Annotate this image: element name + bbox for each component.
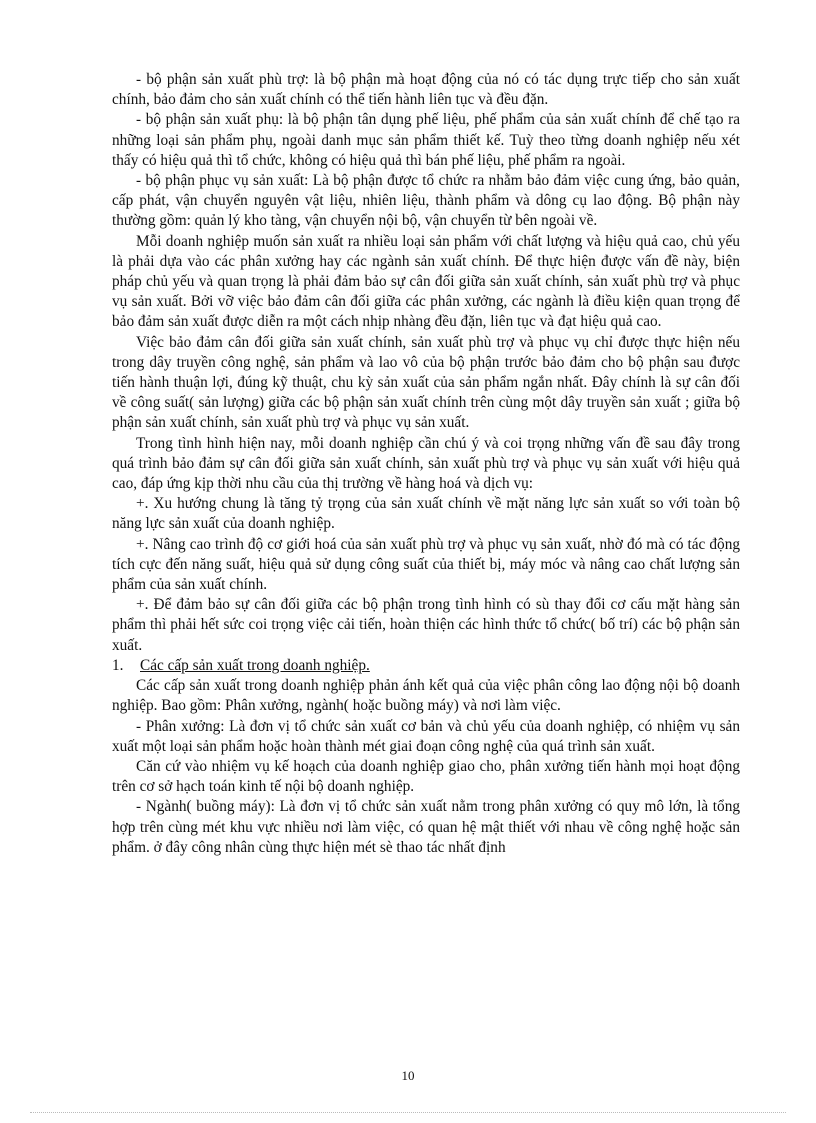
page-bottom-divider [30, 1112, 786, 1113]
section-number: 1. [112, 656, 124, 674]
paragraph: - Ngành( buồng máy): Là đơn vị tổ chức sản xuất nằm trong phân xưởng có quy mô lớn, là tổng hợp trên cùng mét khu vực nhiều nơi làm việc, có quan hệ mật thiết với nhau về công nghệ hoặc sản phẩm. ở đây công nhân cùng thực hiện mét sè thao tác nhất định [112, 798, 740, 856]
paragraph: +. Xu hướng chung là tăng tỷ trọng của sản xuất chính về mặt năng lực sản xuất so với toàn bộ năng lực sản xuất của doanh nghiệp. [112, 495, 740, 533]
paragraph: Trong tình hình hiện nay, mỗi doanh nghiệp cần chú ý và coi trọng những vấn đề sau đây trong quá trình bảo đảm sự cân đối giữa sản xuất chính, sản xuất phù trợ và phục vụ sản xuất với hiệu quả cao, đáp ứng kịp thời nhu cầu của thị trường về hàng hoá và dịch vụ: [112, 434, 740, 493]
paragraph: - bộ phận sản xuất phù trợ: là bộ phận mà hoạt động của nó có tác dụng trực tiếp cho sản xuất chính, bảo đảm cho sản xuất chính có thể tiến hành liên tục và đều đặn. [112, 71, 740, 109]
paragraph: - bộ phận phục vụ sản xuất: Là bộ phận được tổ chức ra nhằm bảo đảm việc cung ứng, bảo quản, cấp phát, vận chuyển nguyên vật liệu, nhiên liệu, thành phẩm và dông cụ lao động. Bộ phận này thường gồm: quản lý kho tàng, vận chuyển nội bộ, vận chuyển từ bên ngoài về. [112, 172, 740, 230]
paragraph: - bộ phận sản xuất phụ: là bộ phận tân dụng phế liệu, phế phẩm của sản xuất chính để chế tạo ra những loại sản phẩm phụ, ngoài danh mục sản phẩm thiết kế. Tuỳ theo từng doanh nghiệp nếu xét thấy có hiệu quả thì tổ chức, không có hiệu quả thì bán phế liệu, phế phẩm ra ngoài. [112, 111, 740, 169]
paragraph: +. Nâng cao trình độ cơ giới hoá của sản xuất phù trợ và phục vụ sản xuất, nhờ đó mà có tác động tích cực đến năng suất, hiệu quả sử dụng công suất của thiết bị, máy móc và nâng cao chất lượng sản phẩm của sản xuất chính. [112, 535, 740, 594]
page-number: 10 [401, 1068, 415, 1083]
paragraph: - Phân xưởng: Là đơn vị tổ chức sản xuất cơ bản và chủ yếu của doanh nghiệp, có nhiệm vụ sản xuất một loại sản phẩm hoặc hoàn thành mét giai đoạn công nghệ của quá trình sản xuất. [112, 717, 740, 755]
paragraph: Việc bảo đảm cân đối giữa sản xuất chính, sản xuất phù trợ và phục vụ chỉ được thực hiện nếu trong dây truyền công nghệ, sản phẩm và lao vô của bộ phận trước bảo đảm cho bộ phận sau được tiến hành thuận lợi, đúng kỹ thuật, chu kỳ sản xuất của sản phẩm ngắn nhất. Đây chính là sự cân đối về công suất( sản lượng) giữa các bộ phận sản xuất chính trên cùng một dây truyền sản xuất ; giữa bộ phận sản xuất chính, sản xuất phù trợ và phục vụ sản xuất. [112, 333, 740, 432]
paragraph: Mỗi doanh nghiệp muốn sản xuất ra nhiều loại sản phẩm với chất lượng và hiệu quả cao, chủ yếu là phải dựa vào các phân xưởng hay các ngành sản xuất chính. Để thực hiện được vấn đề này, biện pháp chủ yếu và quan trọng là phải đảm bảo sự cân đối giữa sản xuất chính, sản xuất phù trợ và phục vụ sản xuất. Bởi vỡ việc bảo đảm cân đối giữa các phân xưởng, các ngành là điều kiện quan trọng để bảo đảm sản xuất được diễn ra một cách nhịp nhàng đều đặn, liên tục và đạt hiệu quả cao. [112, 232, 740, 331]
section-title: Các cấp sản xuất trong doanh nghiệp. [140, 656, 370, 674]
paragraph: +. Để đảm bảo sự cân đối giữa các bộ phận trong tình hình có sù thay đổi cơ cấu mặt hàng sản phẩm thì phải hết sức coi trọng việc cải tiến, hoàn thiện các hình thức tổ chức( bố trí) các bộ phận sản xuất. [112, 596, 740, 654]
paragraph: Căn cứ vào nhiệm vụ kế hoạch của doanh nghiệp giao cho, phân xưởng tiến hành mọi hoạt động trên cơ sở hạch toán kinh tế nội bộ doanh nghiệp. [112, 757, 740, 796]
section-heading [112, 656, 740, 676]
document-page [112, 70, 740, 858]
paragraph: Các cấp sản xuất trong doanh nghiệp phản ánh kết quả của việc phân công lao động nội bộ doanh nghiệp. Bao gồm: Phân xưởng, ngành( hoặc buồng máy) và nơi làm việc. [112, 677, 740, 715]
